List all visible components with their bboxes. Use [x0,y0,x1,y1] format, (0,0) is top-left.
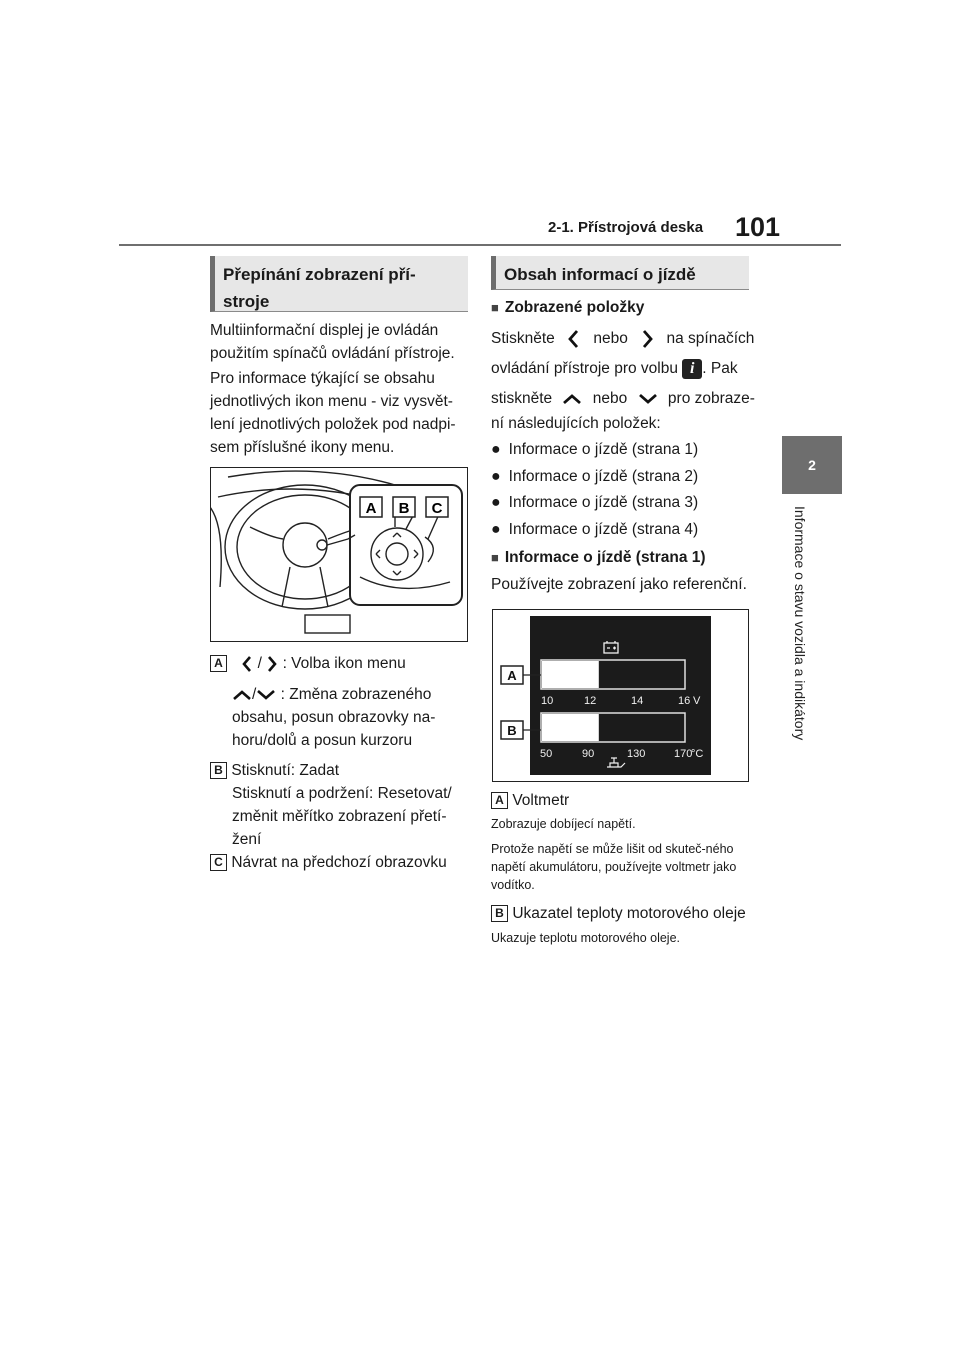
heading-text: Přepínání zobrazení pří-stroje [223,265,416,311]
chevron-down-icon [638,393,658,405]
label-a: A [491,792,508,809]
subheading-text: Zobrazené položky [504,299,645,316]
item-oil-temp [491,902,756,925]
volt-tick-label: 10 [541,695,554,707]
right-paragraph-line-4: ní následujících položek: [491,415,661,432]
text: nebo [593,330,628,347]
volt-tick-label: 16 [678,695,691,707]
chevron-up-icon [562,393,582,405]
list-item [491,518,698,541]
oil-temp-desc: Ukazuje teplotu motorového oleje. [491,931,681,945]
text: . Pak [702,360,738,377]
header-divider [119,244,841,246]
voltmeter-desc-1: Zobrazuje dobíjecí napětí. [491,817,636,831]
right-paragraph-line-3 [491,387,756,410]
oil-unit: °C [691,748,704,760]
text: ovládání přístroje pro volbu [491,360,678,377]
label-b: B [491,905,508,922]
item-b [210,759,472,782]
square-bullet-icon: ■ [491,300,499,315]
subheading-drive-info-1 [491,546,706,569]
text: na spínačích [666,330,755,347]
bullet-icon: ● [491,441,501,458]
oil-temp-bar-fill [542,714,599,741]
left-paragraph-1: Multiinformační displej je ovládán použitím spínačů ovládání přístroje. [210,322,455,362]
oil-tick-label: 90 [582,748,595,760]
oil-tick-label: 50 [540,748,553,760]
text: stiskněte [491,390,553,407]
bullet-icon: ● [491,494,501,511]
chevron-left-icon [241,655,253,673]
steering-wheel-figure [210,467,468,642]
item-title: Voltmetr [512,792,570,809]
text: Stiskněte [491,330,555,347]
chapter-title: Informace o stavu vozidla a indikátory [792,506,808,741]
chapter-tab[interactable] [782,436,842,494]
list-item [491,465,698,488]
label-b: B [210,762,227,779]
separator: / [257,655,262,672]
item-a-updown [232,683,468,752]
page-number: 101 [735,212,781,242]
text: nebo [592,390,628,407]
left-paragraph-2: Pro informace týkající se obsahu jednotlivých ikon menu - viz vysvět-lení jednotlivých položek pod nadpi-sem příslušné ikony menu. [210,370,456,456]
list-item [491,491,698,514]
chevron-left-icon [567,329,581,349]
voltmeter-desc-2: Protože napětí se může lišit od skuteč-ného napětí akumulátoru, používejte voltmetr jako vodítko. [491,842,737,892]
section-heading-instrument [210,256,468,312]
bullet-icon: ● [491,468,501,485]
display-label-a: A [507,668,517,683]
volt-tick-label: 14 [631,695,644,707]
chevron-right-icon [266,655,278,673]
list-item-text: Informace o jízdě (strana 3) [508,494,699,511]
section-heading-drive-info [491,256,749,290]
volt-unit: V [693,695,701,707]
text: pro zobraze- [667,390,755,407]
display-label-b: B [507,723,517,738]
chapter-number: 2 [808,457,816,473]
list-item-text: Informace o jízdě (strana 4) [508,521,699,538]
chevron-right-icon [640,329,654,349]
separator: / [252,686,257,703]
label-a: A [210,655,227,672]
chevron-up-icon [232,689,252,701]
volt-tick-label: 12 [584,695,597,707]
info-icon: i [682,359,702,379]
item-c [210,851,472,874]
chevron-down-icon [256,689,276,701]
square-bullet-icon: ■ [491,550,499,565]
bullet-icon: ● [491,521,501,538]
right-paragraph-reference: Používejte zobrazení jako referenční. [491,576,747,593]
item-voltmeter [491,789,756,812]
figure-label-b: B [398,500,410,517]
right-paragraph-line-2 [491,357,756,380]
drive-info-display-figure [492,609,749,782]
list-item-text: Informace o jízdě (strana 2) [508,468,699,485]
label-c: C [210,854,227,871]
item-a2-text: : Změna zobrazeného obsahu, posun obrazovky na-horu/dolů a posun kurzoru [232,686,436,749]
figure-label-a: A [365,500,377,517]
figure-label-c: C [431,500,443,517]
voltmeter-bar-fill [542,661,599,688]
right-paragraph-line-1 [491,327,756,350]
item-b-text-2: Stisknutí a podržení: Resetovat/ změnit měřítko zobrazení přetí-žení [232,785,452,848]
section-title: 2-1. Přístrojová deska [548,219,704,236]
item-title: Ukazatel teploty motorového oleje [512,905,746,922]
subheading-text: Informace o jízdě (strana 1) [504,549,706,566]
subheading-displayed-items [491,296,644,319]
item-c-text: Návrat na předchozí obrazovku [231,854,447,871]
oil-tick-label: 130 [627,748,646,760]
item-b-text-1: Stisknutí: Zadat [231,762,340,779]
item-a-text: : Volba ikon menu [282,655,406,672]
list-item-text: Informace o jízdě (strana 1) [508,441,699,458]
heading-text: Obsah informací o jízdě [504,265,696,284]
item-a [210,652,472,675]
list-item [491,438,698,461]
oil-tick-label: 170 [674,748,693,760]
